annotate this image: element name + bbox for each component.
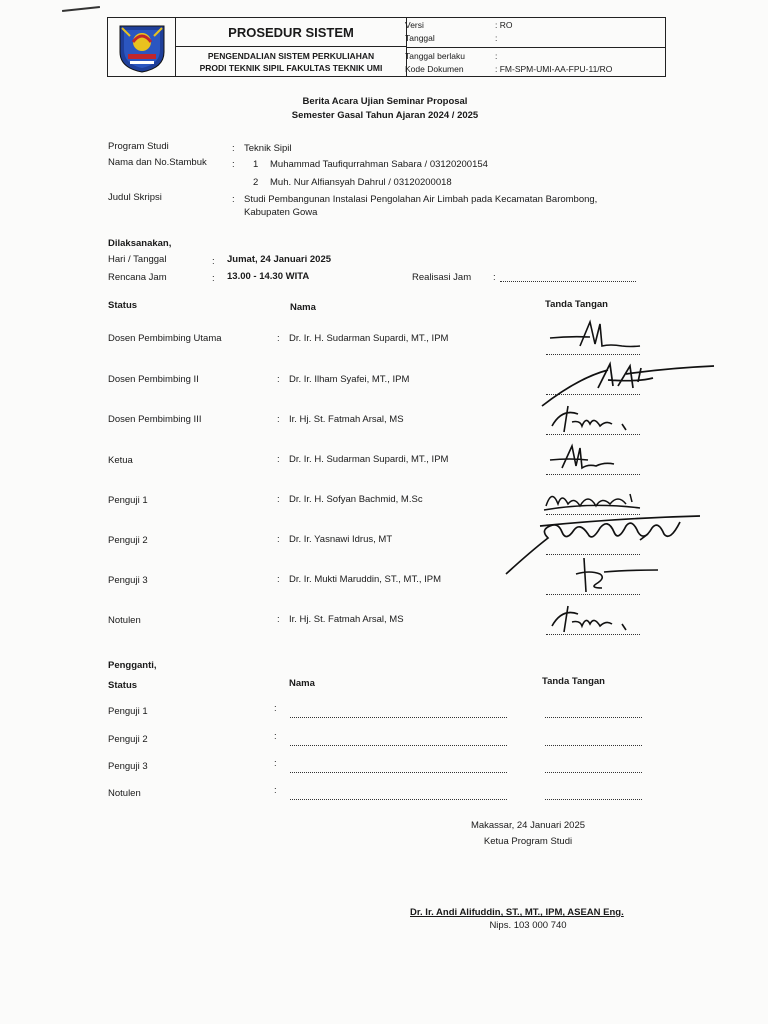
judul-line2: Kabupaten Gowa: [244, 207, 318, 218]
signature-4-icon: [544, 440, 634, 474]
program-colon: :: [232, 143, 235, 154]
logo-cell: [108, 18, 176, 76]
berlaku-label: Tanggal berlaku: [405, 51, 466, 61]
kode-value: : FM-SPM-UMI-AA-FPU-11/RO: [495, 64, 613, 74]
header-title: PROSEDUR SISTEM: [176, 18, 406, 47]
header-subtitle: [176, 47, 406, 74]
place-date: Makassar, 24 Januari 2025: [470, 820, 586, 831]
signer-position: Ketua Program Studi: [483, 836, 573, 847]
signer-name: Dr. Ir. Andi Alifuddin, ST., MT., IPM, ASEAN Eng.: [410, 907, 624, 918]
hari-colon: :: [212, 256, 215, 267]
signature-8-icon: [542, 602, 642, 636]
replacement-signature-blank: [545, 717, 642, 718]
document-header-table: [107, 17, 666, 77]
examiner-colon: :: [277, 333, 280, 344]
scan-mark: [62, 6, 100, 12]
examiner-role: Penguji 2: [108, 535, 148, 546]
pengganti-ttd-header: Tanda Tangan: [542, 676, 605, 687]
student2-no: 2: [253, 177, 259, 188]
examiner-colon: :: [277, 614, 280, 625]
replacement-name-blank: [290, 772, 507, 773]
judul-label: Judul Skripsi: [108, 192, 162, 203]
judul-colon: :: [232, 194, 235, 205]
replacement-role: Notulen: [108, 788, 141, 799]
student2: Muh. Nur Alfiansyah Dahrul / 03120200018: [270, 177, 452, 188]
realisasi-colon: :: [493, 272, 496, 283]
signature-line: [546, 474, 640, 475]
tanggal-label: Tanggal: [405, 33, 435, 43]
examiner-name: Dr. Ir. H. Sudarman Supardi, MT., IPM: [289, 333, 449, 344]
nama-header: Nama: [290, 302, 316, 313]
realisasi-label: Realisasi Jam: [412, 272, 472, 283]
doc-title-line2: Semester Gasal Tahun Ajaran 2024 / 2025: [291, 110, 479, 121]
signature-5-icon: [540, 482, 650, 516]
examiner-name: Ir. Hj. St. Fatmah Arsal, MS: [289, 614, 404, 625]
berlaku-value: :: [495, 51, 498, 61]
examiner-role: Penguji 1: [108, 495, 148, 506]
replacement-name-blank: [290, 745, 507, 746]
examiner-name: Dr. Ir. Mukti Maruddin, ST., MT., IPM: [289, 574, 442, 585]
examiner-colon: :: [277, 494, 280, 505]
doc-title-line1: Berita Acara Ujian Seminar Proposal: [302, 96, 468, 107]
schedule-heading: Dilaksanakan,: [108, 238, 172, 249]
nama-label: Nama dan No.Stambuk: [108, 157, 207, 168]
pengganti-status-header: Status: [108, 680, 138, 691]
examiner-name: Ir. Hj. St. Fatmah Arsal, MS: [289, 414, 404, 425]
replacement-signature-blank: [545, 745, 642, 746]
signature-1-icon: [540, 316, 650, 356]
replacement-role: Penguji 2: [108, 734, 148, 745]
university-logo-icon: [116, 22, 168, 74]
signer-nips: Nips. 103 000 740: [489, 920, 567, 931]
nama-colon: :: [232, 159, 235, 170]
header-subtitle-line1: PENGENDALIAN SISTEM PERKULIAHAN: [207, 51, 375, 61]
replacement-name-blank: [290, 799, 507, 800]
student1-no: 1: [253, 159, 259, 170]
program-label: Program Studi: [108, 141, 169, 152]
signature-3-icon: [542, 402, 642, 436]
jam-value: 13.00 - 14.30 WITA: [227, 271, 310, 282]
replacement-signature-blank: [545, 799, 642, 800]
ttd-header: Tanda Tangan: [545, 299, 608, 310]
replacement-colon: :: [274, 703, 277, 714]
examiner-role: Dosen Pembimbing Utama: [108, 333, 222, 344]
examiner-colon: :: [277, 414, 280, 425]
versi-label: Versi: [405, 20, 424, 30]
versi-value: : RO: [495, 20, 513, 30]
pengganti-nama-header: Nama: [289, 678, 315, 689]
realisasi-blank: [500, 281, 636, 282]
examiner-name: Dr. Ir. H. Sudarman Supardi, MT., IPM: [289, 454, 449, 465]
examiner-role: Dosen Pembimbing III: [108, 414, 202, 425]
examiner-name: Dr. Ir. Yasnawi Idrus, MT: [289, 534, 393, 545]
examiner-colon: :: [277, 374, 280, 385]
examiner-role: Penguji 3: [108, 575, 148, 586]
pengganti-heading: Pengganti,: [108, 660, 157, 671]
examiner-role: Notulen: [108, 615, 141, 626]
hari-label: Hari / Tanggal: [108, 254, 167, 265]
examiner-name: Dr. Ir. Ilham Syafei, MT., IPM: [289, 374, 410, 385]
replacement-name-blank: [290, 717, 507, 718]
examiner-colon: :: [277, 534, 280, 545]
examiner-role: Ketua: [108, 455, 133, 466]
header-title-cell: [176, 18, 407, 76]
jam-colon: :: [212, 273, 215, 284]
hari-value: Jumat, 24 Januari 2025: [227, 254, 332, 265]
header-subtitle-line2: PRODI TEKNIK SIPIL FAKULTAS TEKNIK UMI: [199, 63, 383, 73]
program-value: Teknik Sipil: [244, 143, 292, 154]
replacement-role: Penguji 1: [108, 706, 148, 717]
student1: Muhammad Taufiqurrahman Sabara / 03120200154: [270, 159, 488, 170]
tanggal-value: :: [495, 33, 498, 43]
examiner-colon: :: [277, 454, 280, 465]
kode-label: Kode Dokumen: [405, 64, 464, 74]
signature-7-icon: [566, 552, 666, 596]
examiner-name: Dr. Ir. H. Sofyan Bachmid, M.Sc: [289, 494, 423, 505]
replacement-colon: :: [274, 731, 277, 742]
replacement-colon: :: [274, 758, 277, 769]
replacement-role: Penguji 3: [108, 761, 148, 772]
examiner-colon: :: [277, 574, 280, 585]
jam-label: Rencana Jam: [108, 272, 167, 283]
status-header: Status: [108, 300, 138, 311]
header-meta-cell: [407, 18, 665, 76]
replacement-signature-blank: [545, 772, 642, 773]
examiner-role: Dosen Pembimbing II: [108, 374, 199, 385]
judul-line1: Studi Pembangunan Instalasi Pengolahan Air Limbah pada Kecamatan Barombong,: [244, 194, 598, 205]
replacement-colon: :: [274, 785, 277, 796]
